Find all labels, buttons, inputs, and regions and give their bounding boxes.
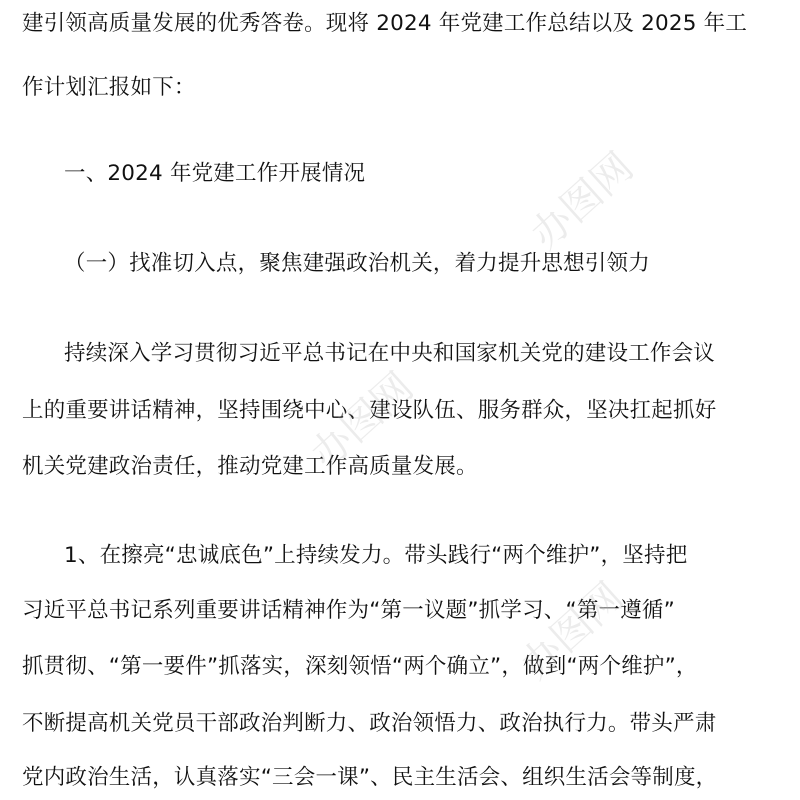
paragraph-first-line: 持续深入学习贯彻习近平总书记在中央和国家机关党的建设工作会议 xyxy=(64,341,716,366)
section-heading: 一、2024 年党建工作开展情况 xyxy=(64,161,366,186)
subsection-heading: （一）找准切入点，聚焦建强政治机关，着力提升思想引领力 xyxy=(64,251,650,276)
body-text-line: 上的重要讲话精神，坚持围绕中心、建设队伍、服务群众，坚决扛起抓好 xyxy=(22,398,717,423)
body-text-line: 不断提高机关党员干部政治判断力、政治领悟力、政治执行力。带头严肃 xyxy=(22,711,717,736)
body-text-line: 党内政治生活，认真落实“三会一课”、民主生活会、组织生活会等制度， xyxy=(22,765,718,790)
watermark: 办图网 xyxy=(512,573,633,689)
body-text-line: 机关党建政治责任，推动党建工作高质量发展。 xyxy=(22,454,478,479)
watermark: 办图网 xyxy=(302,363,423,479)
body-text-line: 作计划汇报如下： xyxy=(22,75,196,100)
paragraph-first-line: 1、在擦亮“忠诚底色”上持续发力。带头践行“两个维护”，坚持把 xyxy=(64,543,688,568)
body-text-line: 习近平总书记系列重要讲话精神作为“第一议题”抓学习、“第一遵循” xyxy=(22,598,675,623)
watermark: 办图网 xyxy=(522,143,643,259)
body-text-line: 建引领高质量发展的优秀答卷。现将 2024 年党建工作总结以及 2025 年工 xyxy=(22,11,748,36)
body-text-line: 抓贯彻、“第一要件”抓落实，深刻领悟“两个确立”，做到“两个维护”， xyxy=(22,654,698,679)
